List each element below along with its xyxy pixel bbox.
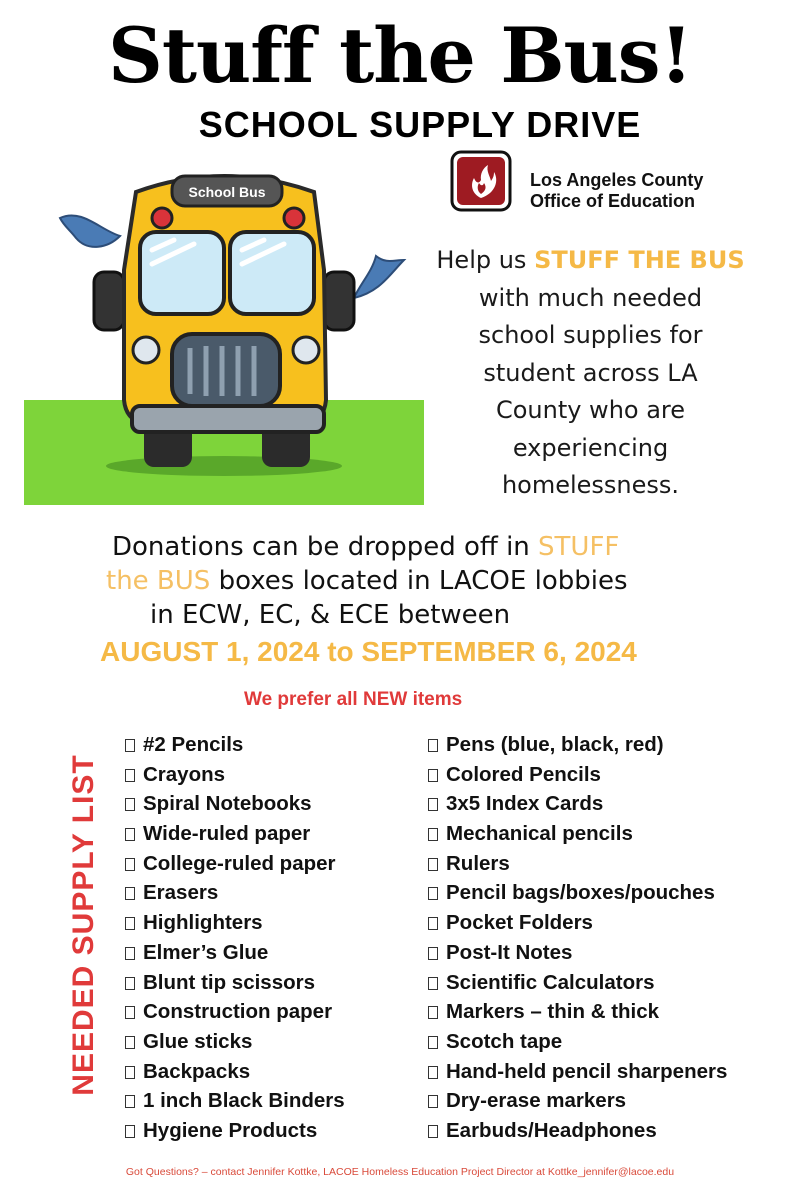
checkbox-icon	[428, 1036, 438, 1049]
supply-item	[428, 938, 727, 968]
supply-item	[428, 730, 727, 760]
checkbox-icon	[428, 739, 438, 752]
checkbox-icon	[428, 1006, 438, 1019]
supply-item	[428, 997, 727, 1027]
supply-item	[428, 1057, 727, 1087]
supply-item	[428, 968, 727, 998]
donations-text-2: boxes located in LACOE lobbies	[210, 566, 628, 596]
supply-item	[428, 760, 727, 790]
checkbox-icon	[428, 887, 438, 900]
supply-item-label: Erasers	[143, 881, 219, 905]
supply-item-label: Crayons	[143, 762, 226, 786]
checkbox-icon	[125, 1036, 135, 1049]
supply-item-label: Markers – thin & thick	[446, 1000, 660, 1024]
supply-item	[428, 789, 727, 819]
checkbox-icon	[428, 977, 438, 990]
supply-item-label: Wide-ruled paper	[143, 822, 311, 846]
help-prefix: Help us	[436, 246, 535, 274]
help-line: student across LA	[483, 358, 698, 387]
supply-item-label: Rulers	[446, 851, 510, 875]
supply-item-label: #2 Pencils	[143, 733, 244, 756]
help-line: with much needed	[478, 283, 703, 312]
supply-item-label: Dry-erase markers	[446, 1089, 627, 1113]
supply-item	[125, 1086, 345, 1116]
supply-item-label: Mechanical pencils	[446, 822, 633, 846]
checkbox-icon	[428, 1095, 438, 1108]
supply-item-label: Colored Pencils	[446, 762, 601, 786]
lacoe-logo-text	[530, 170, 703, 212]
checkbox-icon	[125, 1066, 135, 1079]
donations-info	[100, 530, 720, 632]
supply-item-label: Construction paper	[143, 1000, 333, 1024]
supply-item	[125, 997, 345, 1027]
supply-item	[125, 1057, 345, 1087]
logo-line-2: Office of Education	[530, 191, 696, 211]
checkbox-icon	[125, 828, 135, 841]
supply-list-heading-wrap	[64, 745, 104, 1105]
supply-item	[428, 1027, 727, 1057]
page-subtitle: SCHOOL SUPPLY DRIVE	[198, 104, 642, 145]
supply-item-label: Hand-held pencil sharpeners	[446, 1059, 728, 1083]
supply-item	[428, 878, 727, 908]
supply-list-right	[428, 730, 727, 1146]
prefer-new-note: We prefer all NEW items	[244, 689, 463, 710]
checkbox-icon	[125, 977, 135, 990]
page-title: Stuff the Bus!	[108, 11, 692, 100]
help-line: experiencing	[512, 433, 669, 462]
supply-item	[125, 1116, 345, 1146]
logo-line-1: Los Angeles County	[530, 170, 704, 190]
supply-item-label: College-ruled paper	[143, 851, 336, 875]
supply-item	[428, 849, 727, 879]
checkbox-icon	[428, 858, 438, 871]
supply-list-left	[125, 730, 345, 1146]
drive-dates: AUGUST 1, 2024 to SEPTEMBER 6, 2024	[100, 636, 637, 667]
contact-footer: Got Questions? – contact Jennifer Kottke, LACOE Homeless Education Project Director at Kottke_jennifer@lacoe.edu	[125, 1166, 675, 1178]
checkbox-icon	[125, 947, 135, 960]
supply-item-label: Pens (blue, black, red)	[446, 733, 664, 756]
checkbox-icon	[428, 828, 438, 841]
checkbox-icon	[125, 858, 135, 871]
help-line: County who are	[495, 396, 686, 424]
donations-line-1	[100, 530, 720, 564]
supply-item	[428, 1086, 727, 1116]
supply-item-label: Glue sticks	[143, 1029, 253, 1053]
supply-item-label: Earbuds/Headphones	[446, 1118, 657, 1142]
checkbox-icon	[125, 1125, 135, 1138]
donations-highlight-1: STUFF	[538, 532, 620, 562]
supply-item-label: Pocket Folders	[446, 911, 593, 935]
supply-item-label: Pencil bags/boxes/pouches	[446, 881, 715, 905]
lacoe-logo-icon	[450, 150, 512, 212]
lacoe-logo	[450, 150, 750, 214]
checkbox-icon	[125, 1095, 135, 1108]
supply-item	[125, 760, 345, 790]
supply-item-label: Post-It Notes	[446, 940, 573, 964]
checkbox-icon	[428, 798, 438, 811]
supply-item	[125, 938, 345, 968]
help-text	[418, 242, 763, 505]
supply-item-label: Backpacks	[143, 1059, 251, 1083]
donations-line-2	[100, 564, 720, 598]
checkbox-icon	[428, 917, 438, 930]
supply-item	[125, 789, 345, 819]
supply-item	[125, 849, 345, 879]
donations-line-3: in ECW, EC, & ECE between	[150, 600, 511, 630]
supply-item-label: Blunt tip scissors	[143, 970, 316, 994]
supply-item-label: Scotch tape	[446, 1029, 563, 1053]
supply-item	[125, 730, 345, 760]
supply-item-label: Elmer’s Glue	[143, 940, 269, 964]
checkbox-icon	[125, 769, 135, 782]
supply-item-label: 1 inch Black Binders	[143, 1089, 345, 1113]
checkbox-icon	[428, 1066, 438, 1079]
donations-text-1: Donations can be dropped off in	[112, 532, 539, 562]
checkbox-icon	[125, 1006, 135, 1019]
help-highlight: STUFF THE BUS	[534, 246, 745, 274]
checkbox-icon	[428, 769, 438, 782]
supply-item	[428, 1116, 727, 1146]
supply-item	[125, 968, 345, 998]
checkbox-icon	[125, 917, 135, 930]
bus-sign: School Bus	[188, 184, 266, 200]
supply-item	[125, 878, 345, 908]
supply-item-label: Hygiene Products	[143, 1118, 318, 1142]
school-bus-illustration	[24, 160, 424, 505]
supply-list-heading: NEEDED SUPPLY LIST	[67, 754, 100, 1096]
checkbox-icon	[428, 947, 438, 960]
supply-item	[428, 819, 727, 849]
supply-item	[125, 1027, 345, 1057]
help-line: homelessness.	[501, 471, 680, 499]
supply-item	[125, 819, 345, 849]
supply-item-label: 3x5 Index Cards	[446, 792, 604, 816]
help-line: school supplies for	[478, 321, 703, 349]
checkbox-icon	[428, 1125, 438, 1138]
help-line-1	[418, 242, 763, 280]
donations-highlight-2: the BUS	[106, 566, 211, 596]
checkbox-icon	[125, 887, 135, 900]
supply-item-label: Scientific Calculators	[446, 970, 655, 994]
checkbox-icon	[125, 798, 135, 811]
checkbox-icon	[125, 739, 135, 752]
supply-item-label: Spiral Notebooks	[143, 792, 312, 816]
supply-item-label: Highlighters	[143, 911, 263, 935]
supply-item	[125, 908, 345, 938]
supply-item	[428, 908, 727, 938]
